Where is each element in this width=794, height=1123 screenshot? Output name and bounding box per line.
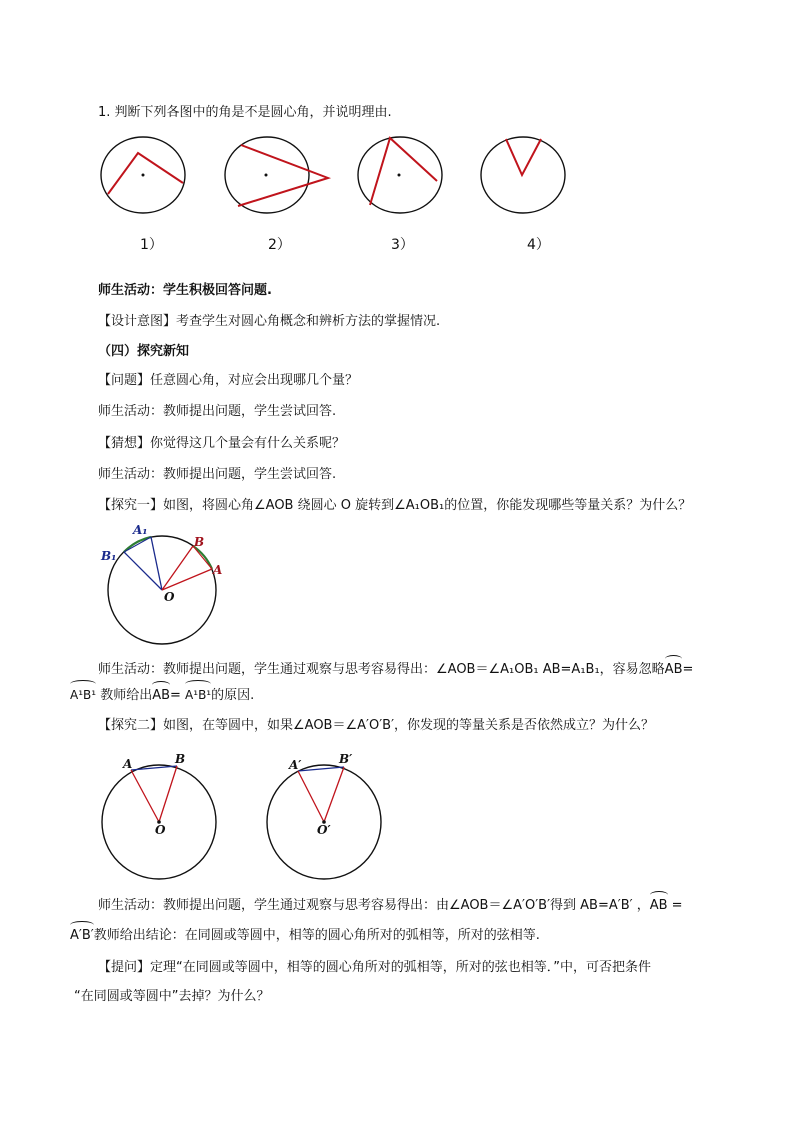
- fig2-label-o-prime: O′: [317, 823, 331, 837]
- activity-5-line-1: [98, 897, 683, 915]
- equals-sign: =: [682, 662, 694, 677]
- equals-sign-2: =: [170, 688, 186, 703]
- arc-ab-3: AB: [649, 898, 668, 913]
- fig1-label-b: B: [194, 535, 205, 549]
- section-4-heading: （四）探究新知: [98, 344, 190, 359]
- fig1-label-a1: A₁: [133, 523, 148, 537]
- explore-2-paragraph: 【探究二】如图，在等圆中，如果∠AOB＝∠A′O′B′，你发现的等量关系是否依然成立？为什么？: [98, 718, 655, 733]
- question-1-text: 1. 判断下列各图中的角是不是圆心角，并说明理由.: [98, 105, 392, 120]
- equals-sign-3: =: [667, 898, 683, 913]
- arc-a1b1-2: A¹B¹: [185, 688, 212, 702]
- explore-2-figure-right: [265, 755, 387, 881]
- fig1-label-o: O: [164, 590, 175, 604]
- activity-5-text: 师生活动：教师提出问题，学生通过观察与思考容易得出：由∠AOB＝∠A′O′B′得到 AB=A′B′ ，: [98, 898, 650, 913]
- explore-1-figure: [100, 520, 230, 645]
- fig2-label-o: O: [155, 823, 166, 837]
- figure-label-2: 2）: [268, 237, 291, 253]
- activity-5-line-2: [70, 927, 540, 945]
- fig2-label-a: A: [123, 757, 133, 771]
- arc-ab-2: AB: [152, 688, 171, 703]
- fig2-label-a-prime: A′: [289, 758, 302, 772]
- design-intent: 【设计意图】考查学生对圆心角概念和辨析方法的掌握情况.: [98, 314, 441, 329]
- figure-label-4: 4）: [527, 237, 550, 253]
- figure-1-circle: [100, 136, 190, 216]
- activity-5-end: 教师给出结论：在同圆或等圆中，相等的圆心角所对的弧相等，所对的弦相等.: [93, 928, 540, 943]
- question-paragraph: 【问题】任意圆心角，对应会出现哪几个量？: [98, 373, 359, 388]
- ask-line-2: “在同圆或等圆中”去掉？为什么？: [74, 989, 270, 1004]
- activity-4-line-2: [70, 686, 254, 705]
- figure-label-3: 3）: [391, 237, 414, 253]
- arc-a-prime-b-prime: A′B′: [70, 928, 94, 943]
- activity-4-text: 师生活动：教师提出问题，学生通过观察与思考容易得出：∠AOB＝∠A₁OB₁ AB=A₁B₁，容易忽略: [98, 662, 665, 677]
- activity-4-end: 的原因.: [211, 688, 255, 703]
- activity-3: 师生活动：教师提出问题，学生尝试回答.: [98, 467, 337, 482]
- figure-3-circle: [357, 136, 447, 216]
- figure-4-circle: [480, 136, 570, 216]
- explore-2-figure-left: [100, 755, 222, 881]
- fig2-label-b: B: [175, 752, 186, 766]
- activity-4-line-1: [98, 661, 693, 679]
- arc-a1b1-1: A¹B¹: [70, 688, 97, 702]
- fig2-label-b-prime: B′: [339, 752, 353, 766]
- arc-ab-1: AB: [664, 662, 683, 677]
- activity-2: 师生活动：教师提出问题，学生尝试回答.: [98, 404, 337, 419]
- figure-2-circle: [224, 136, 334, 216]
- activity-1: 师生活动：学生积极回答问题.: [98, 283, 272, 298]
- ask-line-1: 【提问】定理“在同圆或等圆中，相等的圆心角所对的弧相等，所对的弦也相等．”中，可否把条件: [98, 960, 651, 975]
- activity-4-mid: 教师给出: [96, 688, 153, 703]
- guess-paragraph: 【猜想】你觉得这几个量会有什么关系呢？: [98, 436, 346, 451]
- fig1-label-b1: B₁: [101, 549, 117, 563]
- explore-1-paragraph: 【探究一】如图，将圆心角∠AOB 绕圆心 O 旋转到∠A₁OB₁的位置，你能发现哪些等量关系？为什么？: [98, 498, 692, 513]
- figure-label-1: 1）: [140, 237, 163, 253]
- fig1-label-a: A: [213, 563, 223, 577]
